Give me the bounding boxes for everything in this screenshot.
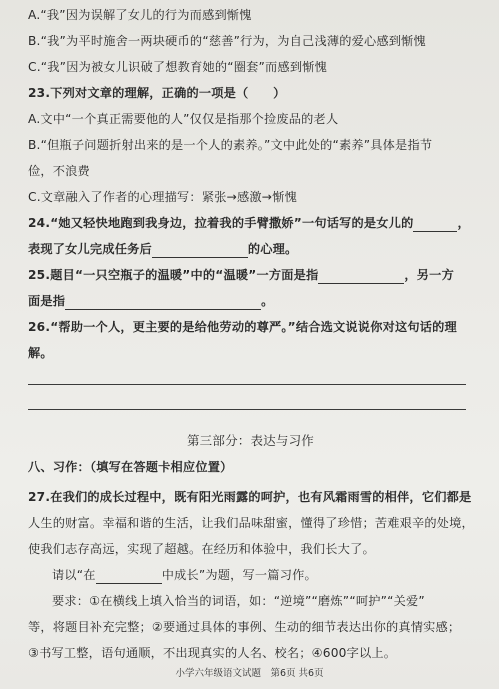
- q27-prompt-end: 中成长”为题，写一篇习作。: [161, 568, 317, 582]
- q24-text2: 表现了女儿完成任务后: [28, 242, 152, 256]
- q23-option-c: C.文章融入了作者的心理描写：紧张→感激→惭愧: [28, 190, 297, 204]
- q23-option-b-line1: B.“但瓶子问题折射出来的是一个人的素养。”文中此处的“素养”具体是指节: [28, 138, 433, 152]
- q25-text1-end: ，另一方: [404, 268, 454, 282]
- q27-line3: 使我们志存高远，实现了超越。在经历和体验中，我们长大了。: [28, 542, 375, 556]
- q22-option-a: A.“我”因为误解了女儿的行为而感到惭愧: [28, 8, 252, 22]
- q26-line1: 26.“帮助一个人，更主要的是给他劳动的尊严。”结合选文说说你对这句话的理: [28, 320, 457, 334]
- q25-blank2[interactable]: [65, 309, 261, 310]
- q25-text2-end: 。: [261, 294, 274, 308]
- q27-line1: 27.在我们的成长过程中，既有阳光雨露的呵护，也有风霜雨雪的相伴，它们都是: [28, 490, 472, 504]
- q24-text1: 24.“她又轻快地跑到我身边，拉着我的手臂撒娇”一句话写的是女儿的: [28, 216, 414, 230]
- q24-text2-end: 的心理。: [247, 242, 298, 256]
- q27-line6: 等，将题目补充完整；②要通过具体的事例、生动的细节表达出你的真情实感；: [28, 620, 461, 634]
- page-footer: 小学六年级语文试题 第6页 共6页: [175, 668, 324, 679]
- q22-option-b: B.“我”为平时施舍一两块硬币的“慈善”行为，为自己浅薄的爱心感到惭愧: [28, 34, 426, 48]
- q23-option-b-line2: 俭，不浪费: [28, 164, 90, 178]
- q25-text2: 面是指: [28, 294, 66, 308]
- part3-title: 第三部分：表达与习作: [186, 433, 314, 448]
- q26-line2: 解。: [28, 346, 53, 360]
- q25-text1: 25.题目“一只空瓶子的温暖”中的“温暖”一方面是指: [28, 268, 319, 282]
- q22-option-c: C.“我”因为被女儿识破了想教育她的“圈套”而感到惭愧: [28, 60, 327, 74]
- q27-title-blank[interactable]: [96, 583, 162, 584]
- q27-line5: 要求：①在横线上填入恰当的词语，如：“逆境”“磨炼”“呵护”“关爱”: [52, 594, 425, 608]
- q27-line7: ③书写工整，语句通顺，不出现真实的人名、校名；④600字以上。: [28, 646, 397, 660]
- q23-option-a: A.文中“一个真正需要他的人”仅仅是指那个捡废品的老人: [28, 112, 339, 126]
- q25-line2: [28, 292, 473, 310]
- q23-stem: 23.下列对文章的理解，正确的一项是（ ）: [28, 86, 286, 100]
- q24-line1: [28, 214, 473, 232]
- q24-line2: [28, 240, 473, 258]
- q24-blank1[interactable]: [413, 231, 457, 232]
- section8-heading: 八、习作：（填写在答题卡相应位置）: [28, 460, 233, 474]
- q24-blank2[interactable]: [152, 257, 248, 258]
- q27-line4: [28, 566, 473, 584]
- q27-line2: 人生的财富。幸福和谐的生活，让我们品味甜蜜，懂得了珍惜；苦难艰辛的处境，: [28, 516, 474, 530]
- q25-line1: [28, 266, 473, 284]
- q25-blank1[interactable]: [318, 283, 404, 284]
- q24-text1-end: ，: [457, 216, 470, 230]
- q27-prompt-start: 请以“在: [52, 568, 96, 582]
